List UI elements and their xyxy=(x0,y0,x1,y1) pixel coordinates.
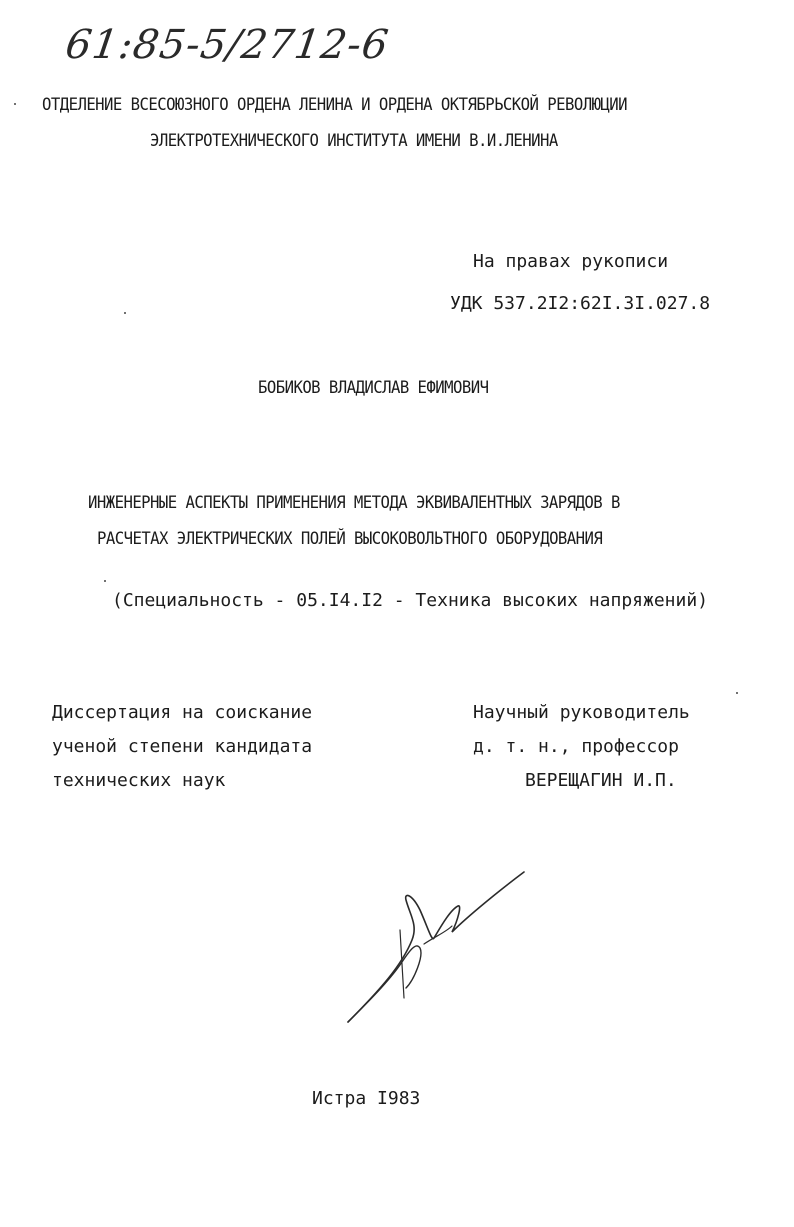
manuscript-rights-label: На правах рукописи xyxy=(473,251,669,272)
scan-speck xyxy=(736,692,738,694)
institution-header-line-2: ЭЛЕКТРОТЕХНИЧЕСКОГО ИНСТИТУТА ИМЕНИ В.И.ЛЕНИНА xyxy=(150,131,558,151)
scan-speck xyxy=(104,580,106,582)
scan-speck xyxy=(124,312,126,314)
handwritten-signature xyxy=(340,870,540,1030)
dissertation-degree-line-1: Диссертация на соискание xyxy=(52,702,313,723)
scan-speck xyxy=(14,103,16,105)
institution-header-line-1: ОТДЕЛЕНИЕ ВСЕСОЮЗНОГО ОРДЕНА ЛЕНИНА И ОРДЕНА ОКТЯБРЬСКОЙ РЕВОЛЮЦИИ xyxy=(42,95,628,115)
udk-code: УДК 537.2I2:62I.3I.027.8 xyxy=(450,293,711,314)
supervisor-name: ВЕРЕЩАГИН И.П. xyxy=(525,770,677,791)
supervisor-degree: д. т. н., профессор xyxy=(473,736,679,757)
author-name: БОБИКОВ ВЛАДИСЛАВ ЕФИМОВИЧ xyxy=(258,378,489,398)
place-and-year: Истра I983 xyxy=(312,1088,421,1109)
dissertation-title-line-1: ИНЖЕНЕРНЫЕ АСПЕКТЫ ПРИМЕНЕНИЯ МЕТОДА ЭКВИВАЛЕНТНЫХ ЗАРЯДОВ В xyxy=(88,493,620,513)
dissertation-title-line-2: РАСЧЕТАХ ЭЛЕКТРИЧЕСКИХ ПОЛЕЙ ВЫСОКОВОЛЬТНОГО ОБОРУДОВАНИЯ xyxy=(97,529,603,549)
dissertation-degree-line-3: технических наук xyxy=(52,770,226,791)
dissertation-degree-line-2: ученой степени кандидата xyxy=(52,736,313,757)
supervisor-label: Научный руководитель xyxy=(473,702,690,723)
handwritten-catalog-number: 61:85-5/2712-6 xyxy=(62,22,392,68)
specialty-line: (Специальность - 05.I4.I2 - Техника высоких напряжений) xyxy=(112,590,709,611)
